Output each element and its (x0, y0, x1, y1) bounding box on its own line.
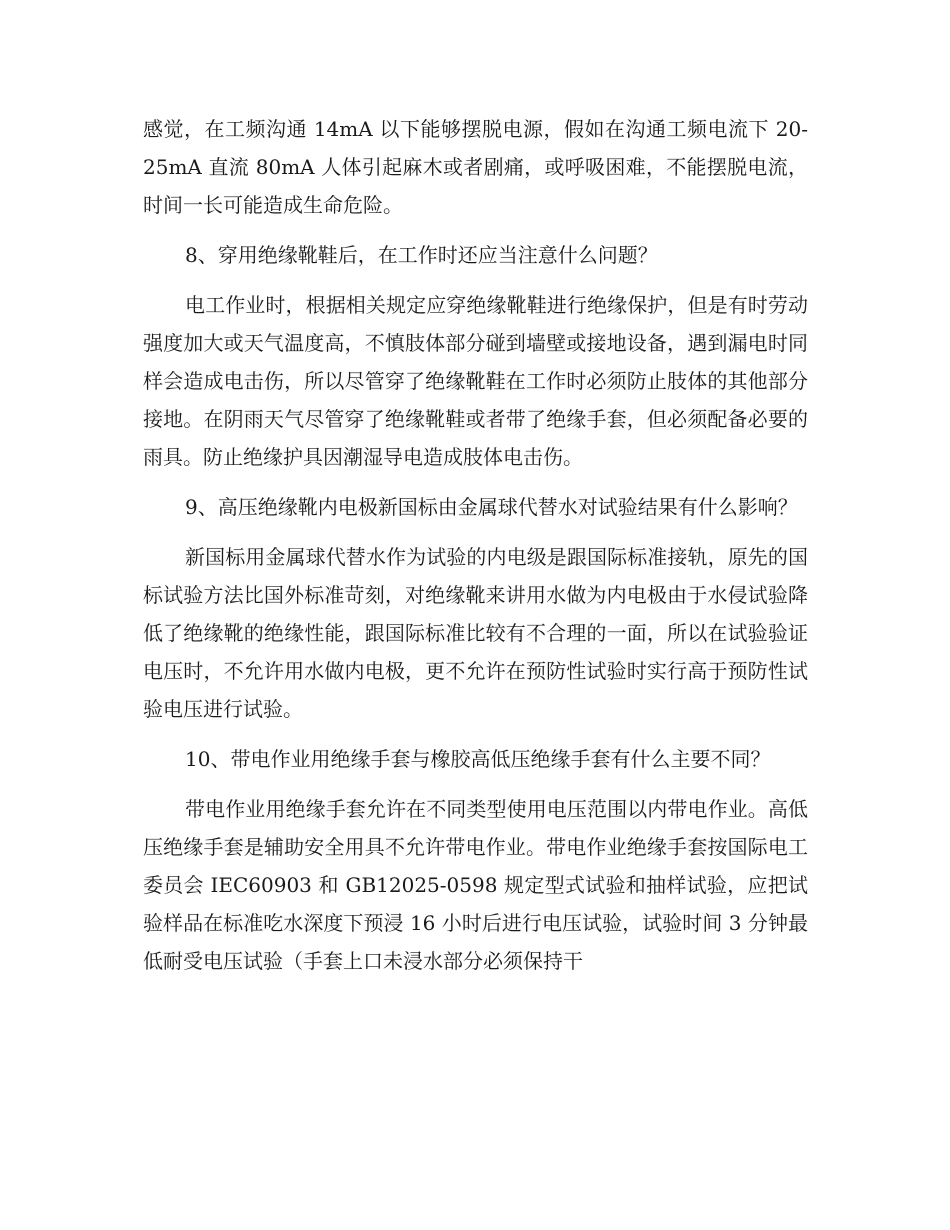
paragraph-continuation: 感觉，在工频沟通 14mA 以下能够摆脱电源，假如在沟通工频电流下 20-25mA 直流 80mA 人体引起麻木或者剧痛，或呼吸困难，不能摆脱电流，时间一长可能造成生命危险。 (143, 117, 808, 217)
question-9-heading: 9、高压绝缘靴内电极新国标由金属球代替水对试验结果有什么影响？ (185, 495, 798, 519)
question-8-heading: 8、穿用绝缘靴鞋后，在工作时还应当注意什么问题？ (185, 243, 658, 267)
answer-9-paragraph: 新国标用金属球代替水作为试验的内电级是跟国际标准接轨，原先的国标试验方法比国外标准苛刻，对绝缘靴来讲用水做为内电极由于水侵试验降低了绝缘靴的绝缘性能，跟国际标准比较有不合理的一面，所以在试验验证电压时，不允许用水做内电极，更不允许在预防性试验时实行高于预防性试验电压进行试验。 (143, 545, 808, 721)
answer-8-paragraph: 电工作业时，根据相关规定应穿绝缘靴鞋进行绝缘保护，但是有时劳动强度加大或天气温度高，不慎肢体部分碰到墙壁或接地设备，遇到漏电时同样会造成电击伤，所以尽管穿了绝缘靴鞋在工作时必须防止肢体的其他部分接地。在阴雨天气尽管穿了绝缘靴鞋或者带了绝缘手套，但必须配备必要的雨具。防止绝缘护具因潮湿导电造成肢体电击伤。 (143, 293, 808, 469)
question-10-heading: 10、带电作业用绝缘手套与橡胶高低压绝缘手套有什么主要不同？ (185, 747, 771, 771)
document-body (143, 110, 808, 992)
answer-10-paragraph: 带电作业用绝缘手套允许在不同类型使用电压范围以内带电作业。高低压绝缘手套是辅助安全用具不允许带电作业。带电作业绝缘手套按国际电工委员会 IEC60903 和 GB12025-0598 规定型式试验和抽样试验，应把试验样品在标准吃水深度下预浸 16 小时后进行电压试验，试验时间 3 分钟最低耐受电压试验（手套上口未浸水部分必须保持干 (143, 797, 808, 973)
